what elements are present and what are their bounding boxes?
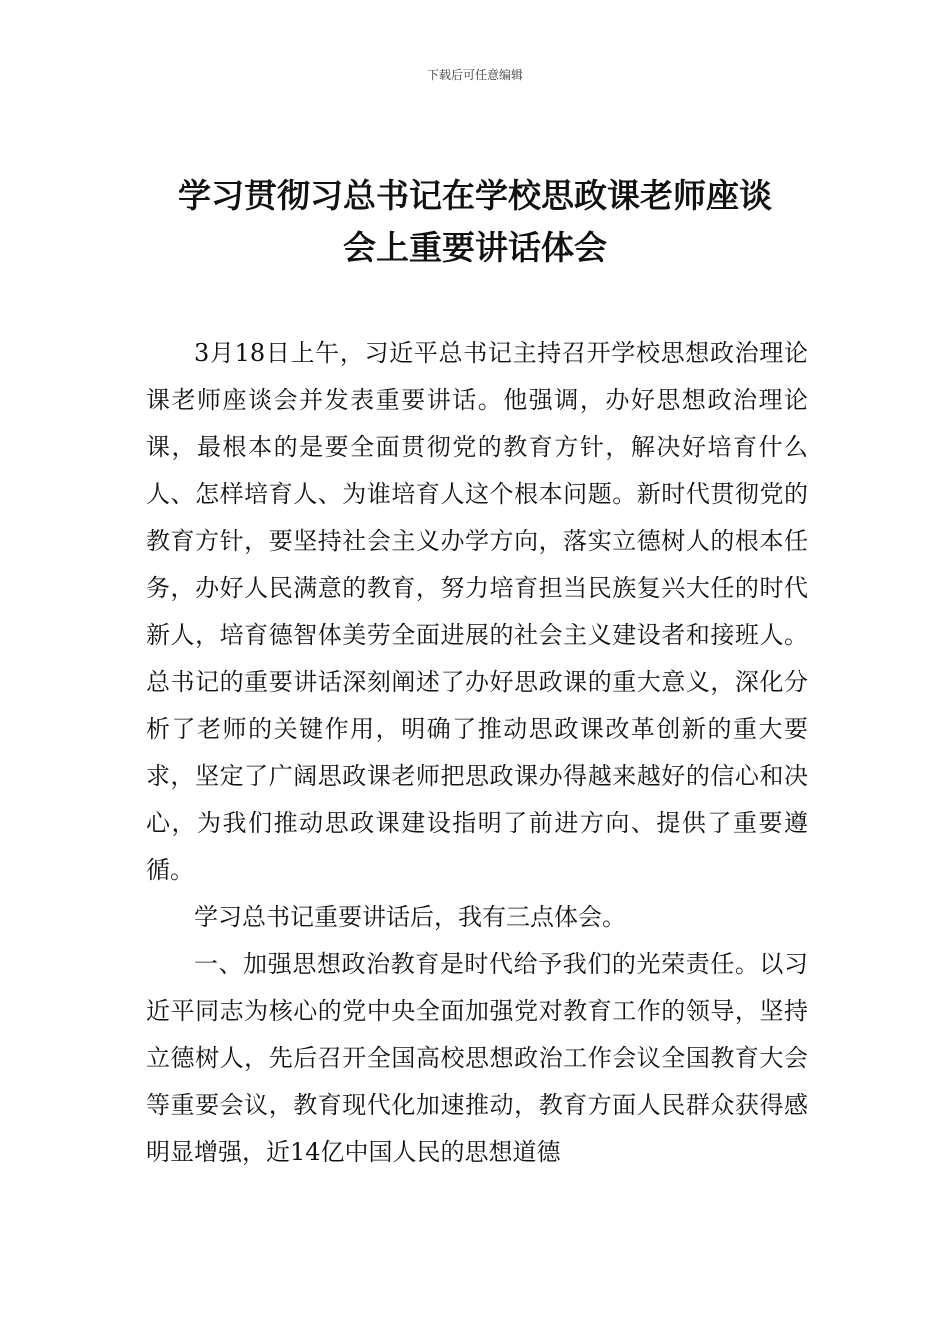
paragraph-1: 3月18日上午，习近平总书记主持召开学校思想政治理论课老师座谈会并发表重要讲话。他强调，办好思想政治理论课，最根本的是要全面贯彻党的教育方针，解决好培育什么人、怎样培育人、为谁培育人这个根本问题。新时代贯彻党的教育方针，要坚持社会主义办学方向，落实立德树人的根本任务，办好人民满意的教育，努力培育担当民族复兴大任的时代新人，培育德智体美劳全面进展的社会主义建设者和接班人。总书记的重要讲话深刻阐述了办好思政课的重大意义，深化分析了老师的关键作用，明确了推动思政课改革创新的重大要求，坚定了广阔思政课老师把思政课办得越来越好的信心和决心，为我们推动思政课建设指明了前进方向、提供了重要遵循。 [146, 339, 808, 884]
document-body [146, 330, 808, 1176]
title-line-2: 会上重要讲话体会 [343, 228, 607, 267]
paragraph-3: 一、加强思想政治教育是时代给予我们的光荣责任。以习近平同志为核心的党中央全面加强党对教育工作的领导，坚持立德树人，先后召开全国高校思想政治工作会议全国教育大会等重要会议，教育现代化加速推动，教育方面人民群众获得感明显增强，近14亿中国人民的思想道德 [146, 950, 808, 1166]
paragraph-2: 学习总书记重要讲话后，我有三点体会。 [194, 903, 626, 931]
document-title [130, 170, 820, 274]
header-note: 下载后可任意编辑 [426, 68, 523, 82]
title-line-1: 学习贯彻习总书记在学校思政课老师座谈 [178, 176, 772, 215]
